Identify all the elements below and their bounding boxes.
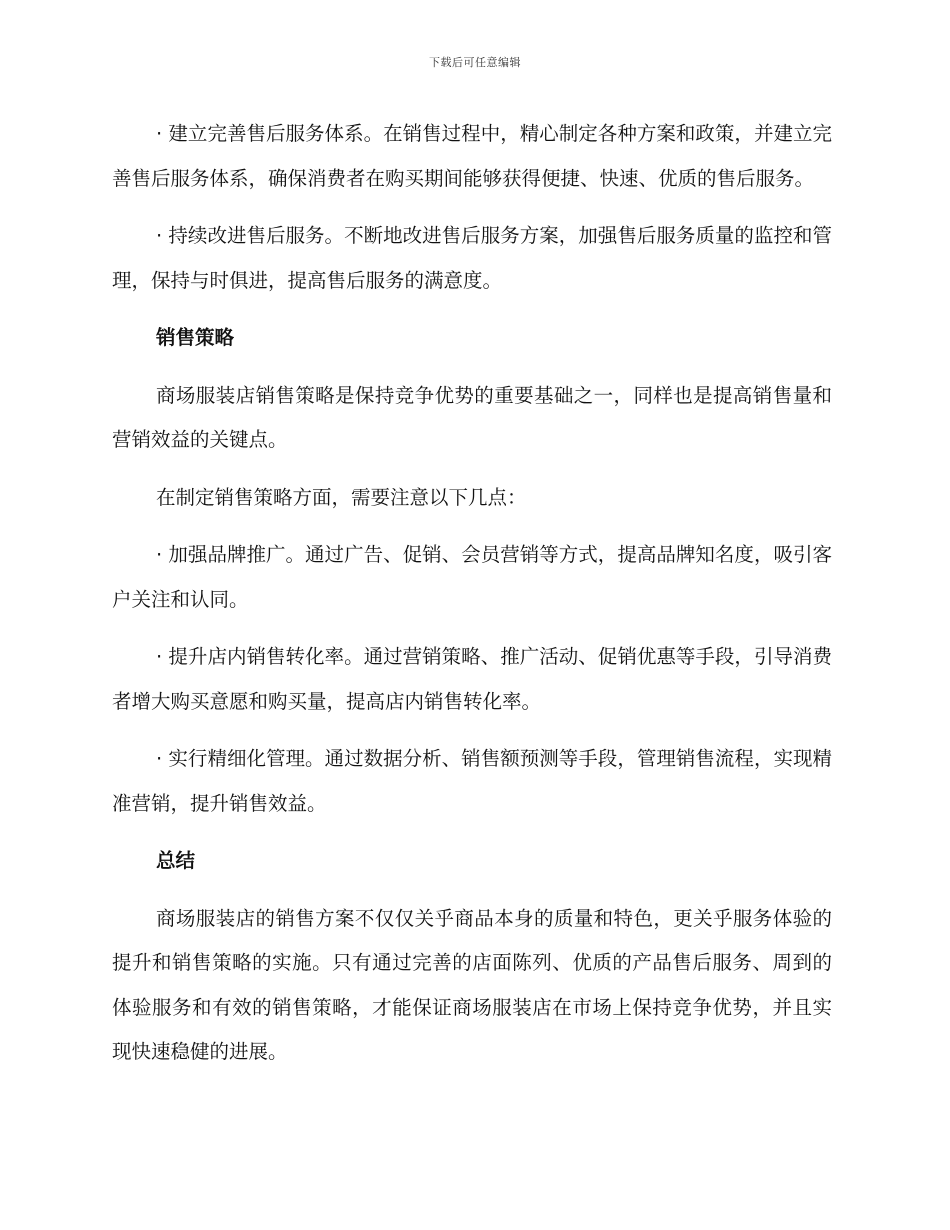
header-note: 下载后可任意编辑 [429,56,521,69]
section-heading-sales-strategy: 销售策略 [156,326,235,349]
paragraph-improve-after-sales: · 持续改进售后服务。不断地改进售后服务方案，加强售后服务质量的监控和管理，保持与时俱进，提高售后服务的满意度。 [112,224,832,292]
section-heading-summary: 总结 [156,849,196,872]
paragraph-brand-promotion: · 加强品牌推广。通过广告、促销、会员营销等方式，提高品牌知名度，吸引客户关注和认同。 [112,543,832,611]
paragraph-strategy-points-lead: 在制定销售策略方面，需要注意以下几点： [156,485,527,509]
paragraph-after-sales-system: · 建立完善售后服务体系。在销售过程中，精心制定各种方案和政策，并建立完善售后服务体系，确保消费者在购买期间能够获得便捷、快速、优质的售后服务。 [112,122,832,190]
paragraph-refined-management: · 实行精细化管理。通过数据分析、销售额预测等手段，管理销售流程，实现精准营销，提升销售效益。 [112,747,832,815]
paragraph-conversion-rate: · 提升店内销售转化率。通过营销策略、推广活动、促销优惠等手段，引导消费者增大购买意愿和购买量，提高店内销售转化率。 [112,645,832,713]
paragraph-strategy-intro: 商场服装店销售策略是保持竞争优势的重要基础之一，同样也是提高销售量和营销效益的关键点。 [112,383,832,451]
paragraph-summary: 商场服装店的销售方案不仅仅关乎商品本身的质量和特色，更关乎服务体验的提升和销售策略的实施。只有通过完善的店面陈列、优质的产品售后服务、周到的体验服务和有效的销售策略，才能保证商场服装店在市场上保持竞争优势，并且实现快速稳健的进展。 [112,906,832,1063]
document-body [112,112,832,1088]
